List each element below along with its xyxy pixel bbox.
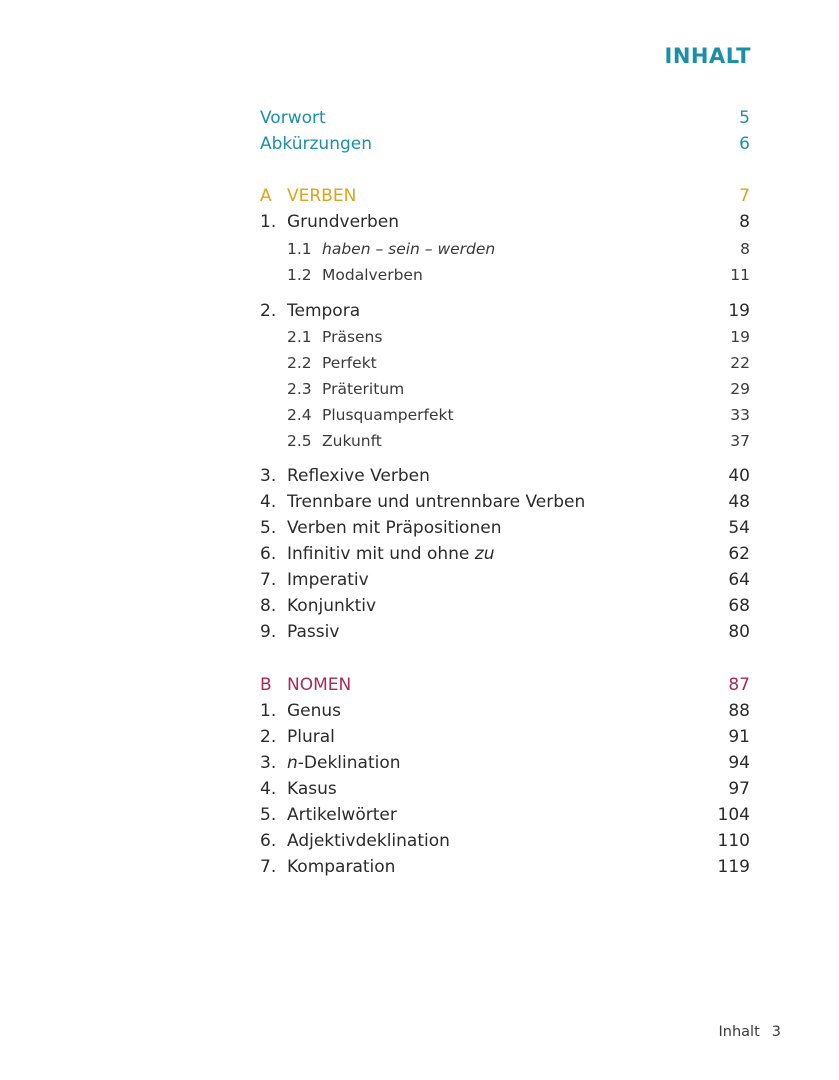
section-letter: B [260,675,272,695]
toc-entry-label: haben – sein – werden [322,240,496,258]
toc-entry[interactable] [260,777,750,801]
toc-subentry[interactable] [287,237,750,261]
toc-page-number: 6 [739,134,750,154]
toc-entry-label: Adjektivdeklination [287,831,450,851]
toc-entry-label: Plusquamperfekt [322,406,454,424]
toc-page-number: 97 [728,779,750,799]
toc-entry-label: Artikelwörter [287,805,397,825]
toc-entry-number: 1. [260,701,277,721]
toc-subentry[interactable] [287,351,750,375]
toc-entry-label: Vorwort [260,108,326,128]
toc-entry-number: 4. [260,492,277,512]
toc-entry-number: 2.2 [287,354,312,372]
toc-entry-label: Imperativ [287,570,369,590]
toc-entry-number: 2.3 [287,380,312,398]
toc-page-number: 110 [717,831,750,851]
toc-entry[interactable] [260,490,750,514]
toc-subentry[interactable] [287,429,750,453]
toc-page-number: 80 [728,622,750,642]
toc-section-a[interactable] [260,184,750,208]
toc-entry-number: 4. [260,779,277,799]
toc-entry-label: Verben mit Präpositionen [287,518,502,538]
footer-label: Inhalt [718,1024,760,1040]
toc-page-number: 5 [739,108,750,128]
toc-entry[interactable] [260,464,750,488]
toc-page-number: 91 [728,727,750,747]
toc-entry[interactable] [260,210,750,234]
toc-entry-number: 3. [260,466,277,486]
toc-entry-label-italic: zu [474,544,495,564]
toc-page-number: 29 [730,380,750,398]
toc-page-number: 19 [728,301,750,321]
toc-page-number: 94 [728,753,750,773]
toc-entry-number: 1. [260,212,277,232]
footer-page-number: 3 [771,1024,781,1040]
toc-page-number: 37 [730,432,750,450]
toc-entry[interactable] [260,620,750,644]
toc-page-number: 7 [739,186,750,206]
toc-entry-number: 5. [260,805,277,825]
toc-entry-label: Reflexive Verben [287,466,430,486]
toc-entry-number: 1.1 [287,240,312,258]
toc-page-number: 88 [728,701,750,721]
toc-entry[interactable] [260,568,750,592]
toc-subentry[interactable] [287,263,750,287]
toc-entry-label: Passiv [287,622,340,642]
toc-page-number: 119 [717,857,750,877]
toc-entry-number: 2.5 [287,432,312,450]
toc-entry-number: 2. [260,301,277,321]
toc-subentry[interactable] [287,325,750,349]
section-letter: A [260,186,272,206]
toc-entry-label: Plural [287,727,335,747]
toc-entry-label: Präteritum [322,380,405,398]
toc-entry-label-italic: n [287,753,298,773]
toc-entry[interactable] [260,594,750,618]
toc-entry-label: Zukunft [322,432,382,450]
toc-entry-label: Konjunktiv [287,596,377,616]
toc-entry[interactable] [260,829,750,853]
section-label: NOMEN [287,675,352,695]
toc-entry-number: 7. [260,857,277,877]
toc-entry[interactable] [260,699,750,723]
toc-page-number: 19 [730,328,750,346]
toc-entry[interactable] [260,751,750,775]
toc-entry-label: Komparation [287,857,396,877]
toc-subentry[interactable] [287,377,750,401]
toc-entry-label-text: -Deklination [297,753,401,773]
toc-entry-number: 7. [260,570,277,590]
toc-entry-number: 8. [260,596,277,616]
toc-subentry[interactable] [287,403,750,427]
toc-page-number: 54 [728,518,750,538]
toc-entry-label: Perfekt [322,354,377,372]
toc-entry-abkuerzungen[interactable] [260,132,750,156]
toc-entry-label-text: Infinitiv mit und ohne [287,544,475,564]
toc-page-number: 11 [730,266,750,284]
toc-entry-number: 5. [260,518,277,538]
toc-entry-label: Modalverben [322,266,423,284]
toc-entry[interactable] [260,542,750,566]
toc-entry-number: 3. [260,753,277,773]
toc-page-number: 8 [740,240,750,258]
toc-entry-label: Tempora [287,301,361,321]
toc-entry-number: 9. [260,622,277,642]
toc-entry-label [287,544,710,564]
section-label: VERBEN [287,186,357,206]
toc-entry-number: 6. [260,544,277,564]
toc-entry-number: 2.1 [287,328,312,346]
toc-entry-number: 2.4 [287,406,312,424]
toc-entry-label: Abkürzungen [260,134,373,154]
toc-section-b[interactable] [260,673,750,697]
toc-entry[interactable] [260,855,750,879]
toc-page-number: 64 [728,570,750,590]
toc-page-number: 8 [739,212,750,232]
toc-page-number: 104 [717,805,750,825]
toc-page-number: 62 [728,544,750,564]
toc-page-number: 33 [730,406,750,424]
toc-page-number: 48 [728,492,750,512]
toc-entry-label: Genus [287,701,342,721]
toc-entry[interactable] [260,299,750,323]
toc-entry-label: Trennbare und untrennbare Verben [287,492,586,512]
toc-page-number: 87 [728,675,750,695]
toc-page-number: 68 [728,596,750,616]
toc-entry[interactable] [260,725,750,749]
toc-entry[interactable] [260,516,750,540]
toc-entry-label [287,753,710,773]
toc-page-number: 22 [730,354,750,372]
toc-entry-label: Präsens [322,328,383,346]
toc-entry-label: Grundverben [287,212,400,232]
toc-entry-label: Kasus [287,779,337,799]
page-footer [719,1024,782,1040]
toc-entry-number: 6. [260,831,277,851]
toc-entry-number: 1.2 [287,266,312,284]
toc-entry-number: 2. [260,727,277,747]
page-title: INHALT [664,44,751,68]
toc-entry[interactable] [260,803,750,827]
toc-page-number: 40 [728,466,750,486]
toc-entry-vorwort[interactable] [260,106,750,130]
